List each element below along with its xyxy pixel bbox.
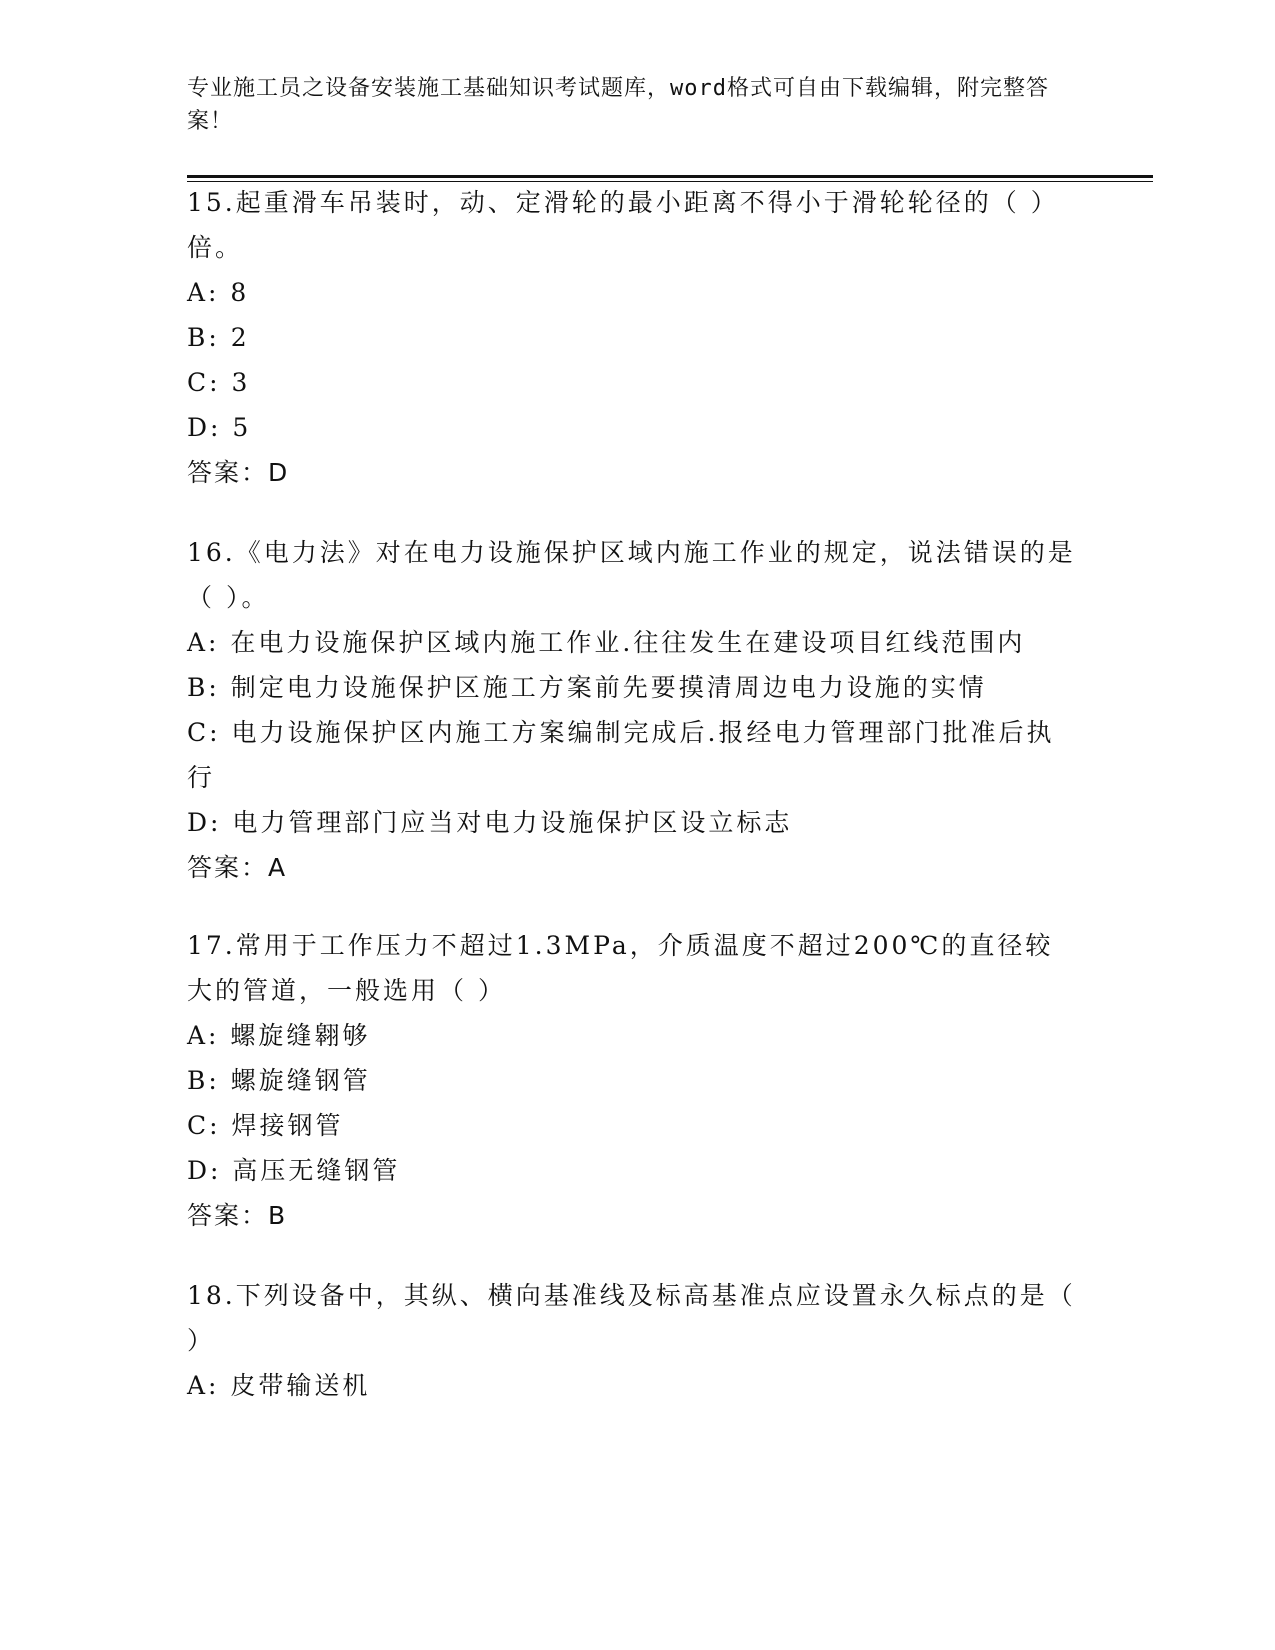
question-18 bbox=[187, 1273, 1077, 1408]
option-b: B: 2 bbox=[187, 323, 250, 352]
answer: 答案：B bbox=[187, 1201, 288, 1230]
option-c: C: 焊接钢管 bbox=[187, 1111, 344, 1140]
option-a: A: 皮带输送机 bbox=[187, 1371, 371, 1400]
option-b: B: 制定电力设施保护区施工方案前先要摸清周边电力设施的实情 bbox=[187, 673, 987, 702]
question-17 bbox=[187, 923, 1077, 1238]
header-divider-thick bbox=[187, 175, 1153, 178]
question-stem: 15.起重滑车吊装时，动、定滑轮的最小距离不得小于滑轮轮径的（ ）倍。 bbox=[187, 188, 1059, 262]
option-c: C: 3 bbox=[187, 368, 251, 397]
option-d: D: 5 bbox=[187, 413, 252, 442]
option-d: D: 高压无缝钢管 bbox=[187, 1156, 401, 1185]
option-d: D: 电力管理部门应当对电力设施保护区设立标志 bbox=[187, 808, 793, 837]
question-stem: 16.《电力法》对在电力设施保护区域内施工作业的规定，说法错误的是（ ）。 bbox=[187, 538, 1076, 612]
question-15 bbox=[187, 180, 1077, 495]
question-16 bbox=[187, 530, 1077, 890]
document-header: 专业施工员之设备安装施工基础知识考试题库，word格式可自由下载编辑，附完整答案！ bbox=[187, 76, 1049, 134]
answer: 答案：D bbox=[187, 458, 290, 487]
question-stem: 17.常用于工作压力不超过1.3MPa，介质温度不超过200℃的直径较大的管道，一般选用（ ） bbox=[187, 931, 1054, 1005]
question-stem: 18.下列设备中，其纵、横向基准线及标高基准点应设置永久标点的是（ ） bbox=[187, 1281, 1076, 1355]
option-a: A: 螺旋缝翱够 bbox=[187, 1021, 371, 1050]
option-a: A: 在电力设施保护区域内施工作业.往往发生在建设项目红线范围内 bbox=[187, 628, 1026, 657]
answer: 答案：A bbox=[187, 853, 288, 882]
option-c: C: 电力设施保护区内施工方案编制完成后.报经电力管理部门批准后执行 bbox=[187, 718, 1055, 792]
option-a: A: 8 bbox=[187, 278, 250, 307]
option-b: B: 螺旋缝钢管 bbox=[187, 1066, 371, 1095]
